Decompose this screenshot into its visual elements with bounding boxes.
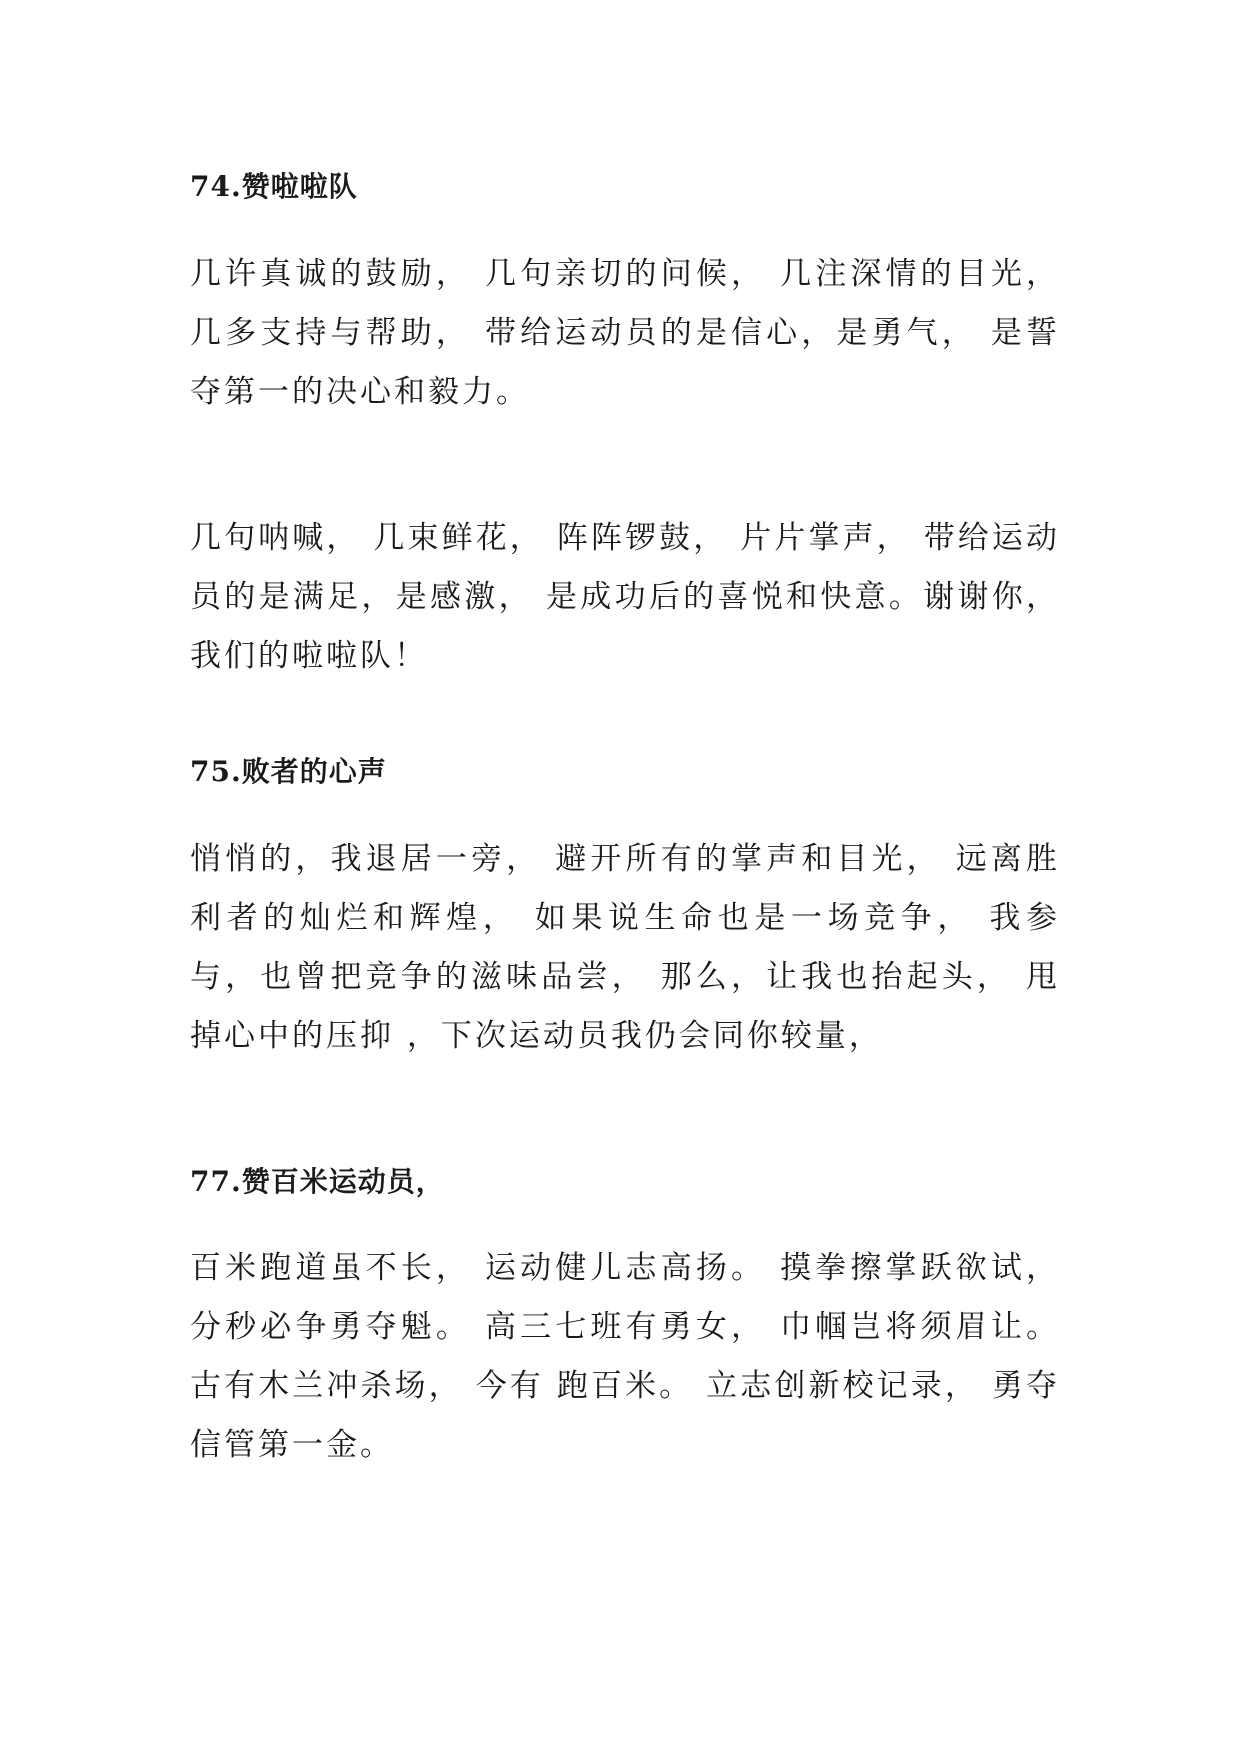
section-heading-75: 75.败者的心声 [190,755,387,788]
paragraph: 几许真诚的鼓励， 几句亲切的问候， 几注深情的目光，几多支持与帮助， 带给运动员的是信心，是勇气， 是誓夺第一的决心和毅力。 [190,256,1060,410]
section-heading-77: 77.赞百米运动员， [190,1165,445,1198]
paragraph: 几句呐喊， 几束鲜花， 阵阵锣鼓， 片片掌声， 带给运动员的是满足，是感激， 是成功后的喜悦和快意。谢谢你，我们的啦啦队！ [190,520,1060,674]
paragraph: 悄悄的，我退居一旁， 避开所有的掌声和目光， 远离胜利者的灿烂和辉煌， 如果说生命也是一场竞争， 我参与，也曾把竞争的滋味品尝， 那么，让我也抬起头， 甩掉心中的压抑 ，下次运动员我仍会同你较量， [190,841,1060,1054]
paragraph: 百米跑道虽不长， 运动健儿志高扬。 摸拳擦掌跃欲试，分秒必争勇夺魁。 高三七班有勇女， 巾帼岂将须眉让。古有木兰冲杀场， 今有 跑百米。 立志创新校记录， 勇夺信管第一金。 [190,1250,1060,1463]
section-heading-74: 74.赞啦啦队 [190,170,358,203]
